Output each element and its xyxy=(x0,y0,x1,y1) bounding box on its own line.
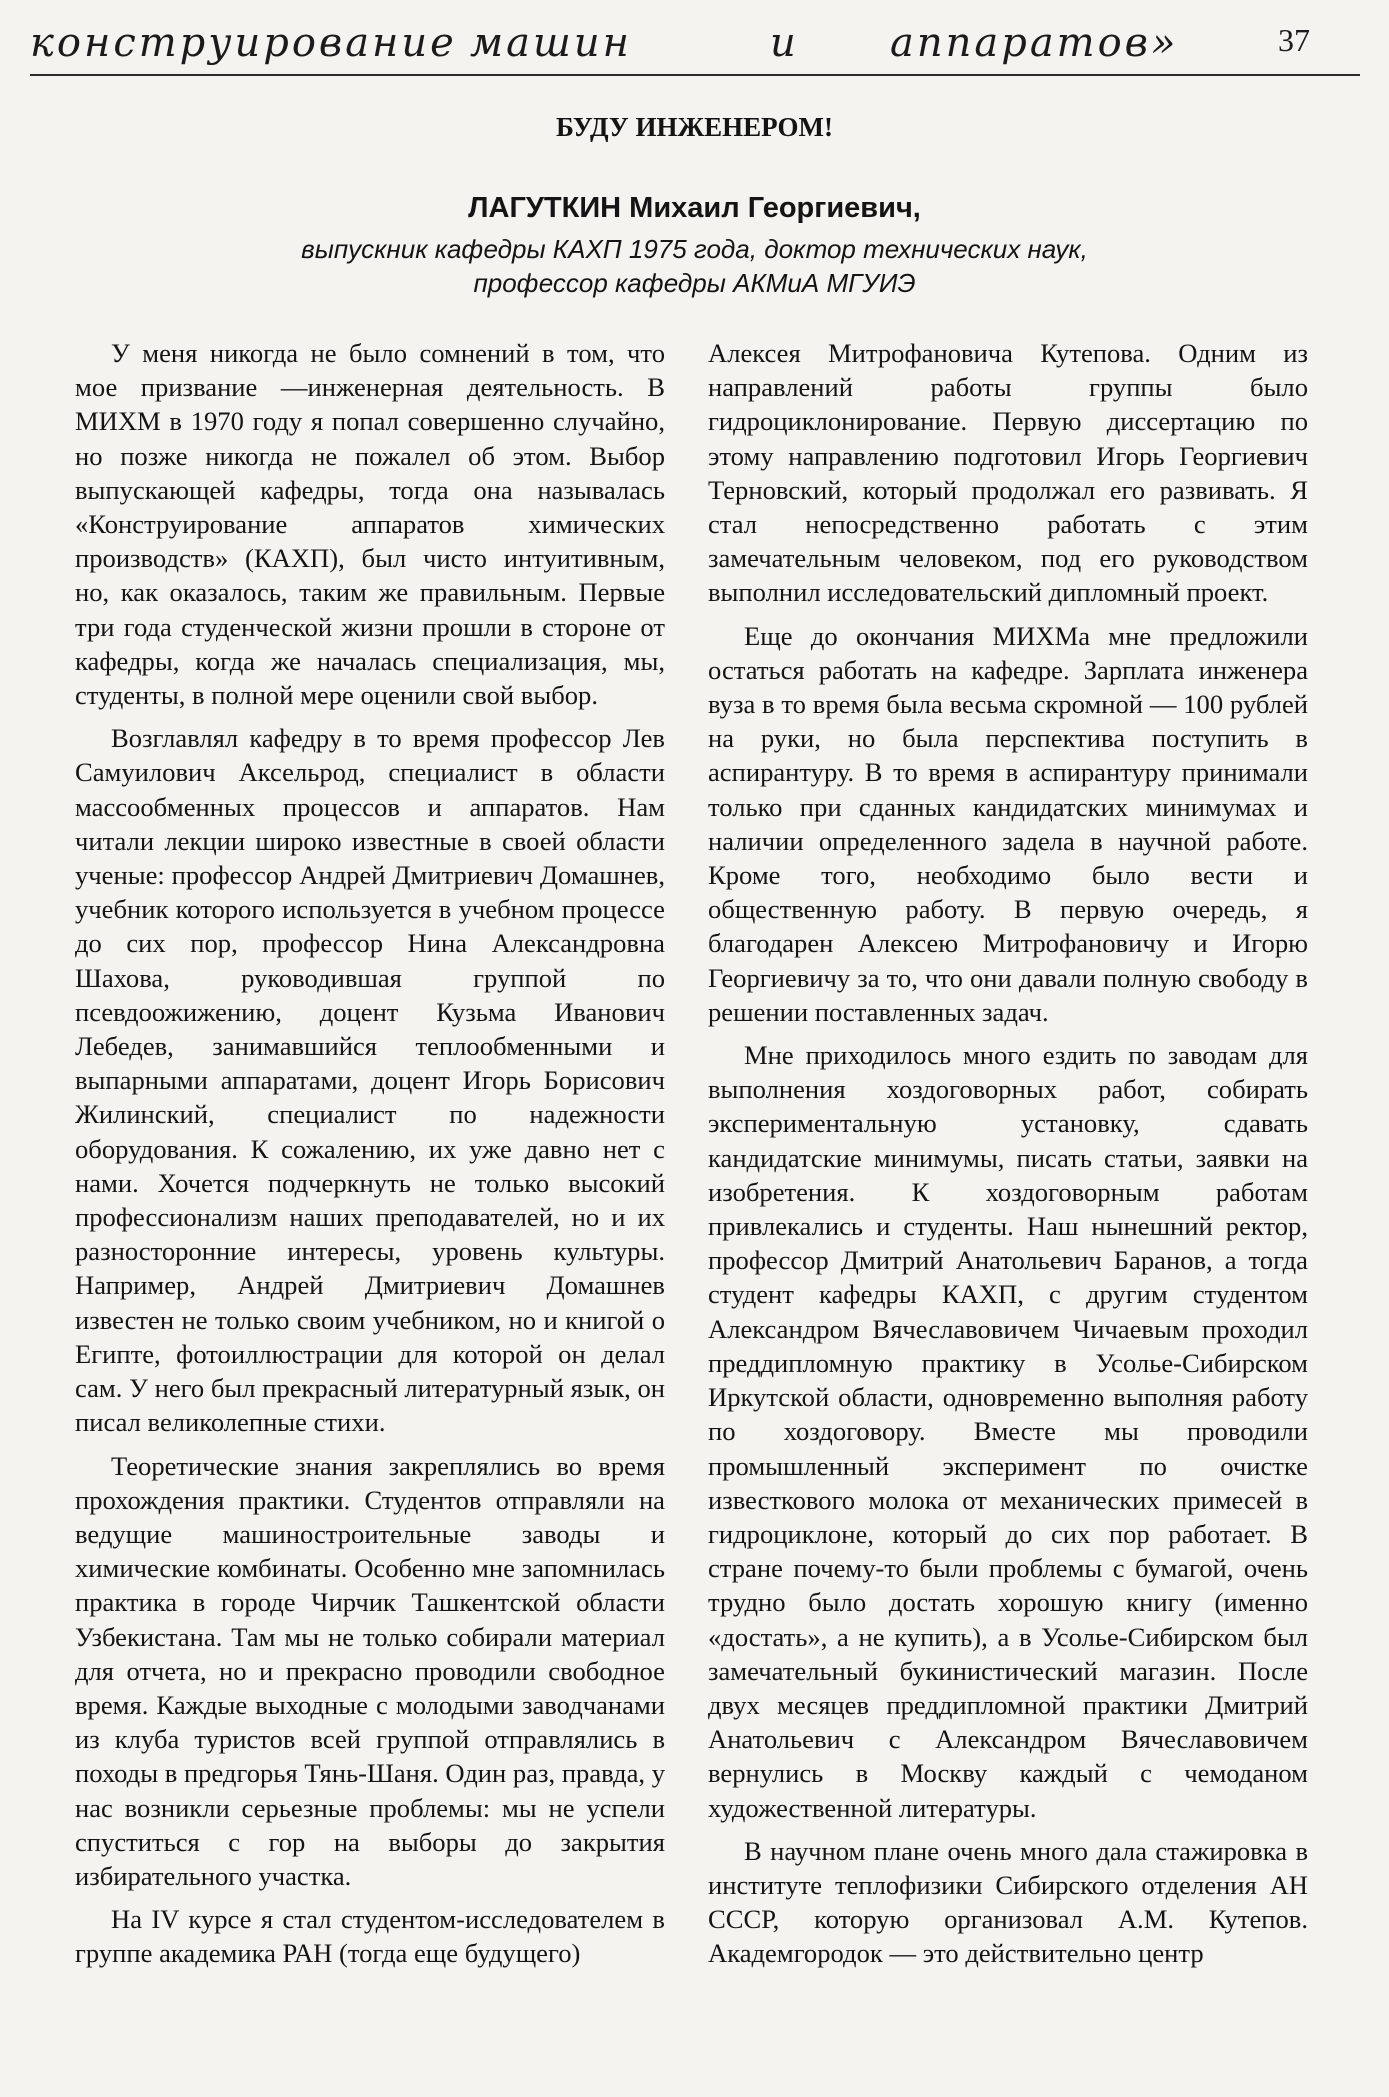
running-head-word: и xyxy=(770,20,799,66)
author-role-line: профессор кафедры АКМиА МГУИЭ xyxy=(473,268,916,298)
page-number: 37 xyxy=(1278,22,1310,58)
right-column xyxy=(708,336,1308,1980)
paragraph: На IV курсе я стал студентом-исследователем в группе академика РАН (тогда еще будущего) xyxy=(75,1904,665,1969)
paragraph: Еще до окончания МИХМа мне предложили остаться работать на кафедре. Зарплата инженера вуза в то время была весьма скромной — 100 рублей на руки, но была перспектива поступить в аспирантуру. В то время в аспирантуру принимали только при сданных кандидатских минимумах и наличии определенного задела в научной работе. Кроме того, необходимо было вести и общественную работу. В первую очередь, я благодарен Алексею Митрофановичу и Игорю Георгиевичу за то, что они давали полную свободу в решении поставленных задач. xyxy=(708,620,1308,1027)
left-column xyxy=(75,336,665,1980)
author-name: ЛАГУТКИН Михаил Георгиевич, xyxy=(468,192,921,224)
paragraph: Мне приходилось много ездить по заводам для выполнения хоздоговорных работ, собирать экспериментальную установку, сдавать кандидатские минимумы, писать статьи, заявки на изобретения. К хоздоговорным работам привлекались и студенты. Наш нынешний ректор, профессор Дмитрий Анатольевич Баранов, а тогда студент кафедры КАХП, с другим студентом Александром Вячеславовичем Чичаевым проходил преддипломную практику в Усолье-Сибирском Иркутской области, одновременно выполняя работу по хоздоговору. Вместе мы проводили промышленный эксперимент по очистке известкового молока от механических примесей в гидроциклоне, который до сих пор работает. В стране почему-то были проблемы с бумагой, очень трудно было достать хорошую книгу (именно «достать», а не купить), а в Усолье-Сибирском был замечательный букинистический магазин. После двух месяцев преддипломной практики Дмитрий Анатольевич с Александром Вячеславовичем вернулись в Москву каждый с чемоданом художественной литературы. xyxy=(708,1040,1308,1823)
running-head-word: аппаратов» xyxy=(890,20,1179,66)
article-title: БУДУ ИНЖЕНЕРОМ! xyxy=(556,112,833,142)
running-head xyxy=(30,14,1360,76)
paragraph: У меня никогда не было сомнений в том, что мое призвание —инженерная деятельность. В МИХМ в 1970 году я попал совершенно случайно, но позже никогда не пожалел об этом. Выбор выпускающей кафедры, тогда она называлась «Конструирование аппаратов химических производств» (КАХП), был чисто интуитивным, но, как оказалось, таким же правильным. Первые три года студенческой жизни прошли в стороне от кафедры, когда же началась специализация, мы, студенты, в полной мере оценили свой выбор. xyxy=(75,338,665,711)
author-role-line: выпускник кафедры КАХП 1975 года, доктор технических наук, xyxy=(301,234,1088,264)
paragraph: Возглавлял кафедру в то время профессор Лев Самуилович Аксельрод, специалист в области массообменных процессов и аппаратов. Нам читали лекции широко известные в своей области ученые: профессор Андрей Дмитриевич Домашнев, учебник которого используется в учебном процессе до сих пор, профессор Нина Александровна Шахова, руководившая группой по псевдоожижению, доцент Кузьма Иванович Лебедев, занимавшийся теплообменными и выпарными аппаратами, доцент Игорь Борисович Жилинский, специалист по надежности оборудования. К сожалению, их уже давно нет с нами. Хочется подчеркнуть не только высокий профессионализм наших преподавателей, но и их разносторонние интересы, уровень культуры. Например, Андрей Дмитриевич Домашнев известен не только своим учебником, но и книгой о Египте, фотоиллюстрации для которой он делал сам. У него был прекрасный литературный язык, он писал великолепные стихи. xyxy=(75,723,665,1438)
paragraph: В научном плане очень много дала стажировка в институте теплофизики Сибирского отделения АН СССР, которую организовал А.М. Кутепов. Академгородок — это действительно центр xyxy=(708,1835,1308,1969)
paragraph-continuation: Алексея Митрофановича Кутепова. Одним из направлений работы группы было гидроциклонирование. Первую диссертацию по этому направлению подготовил Игорь Георгиевич Терновский, который продолжал его развивать. Я стал непосредственно работать с этим замечательным человеком, под его руководством выполнил исследовательский дипломный проект. xyxy=(708,338,1308,608)
author-role xyxy=(0,232,1389,300)
running-head-word: машин xyxy=(470,20,633,66)
running-head-word: конструирование xyxy=(30,20,457,66)
paragraph: Теоретические знания закреплялись во время прохождения практики. Студентов отправляли на ведущие машиностроительные заводы и химические комбинаты. Особенно мне запомнилась практика в городе Чирчик Ташкентской области Узбекистана. Там мы не только собирали материал для отчета, но и прекрасно проводили свободное время. Каждые выходные с молодыми заводчанами из клуба туристов всей группой отправлялись в походы в предгорья Тянь-Шаня. Один раз, правда, у нас возникли серьезные проблемы: мы не успели спуститься с гор на выборы до закрытия избирательного участка. xyxy=(75,1450,665,1891)
